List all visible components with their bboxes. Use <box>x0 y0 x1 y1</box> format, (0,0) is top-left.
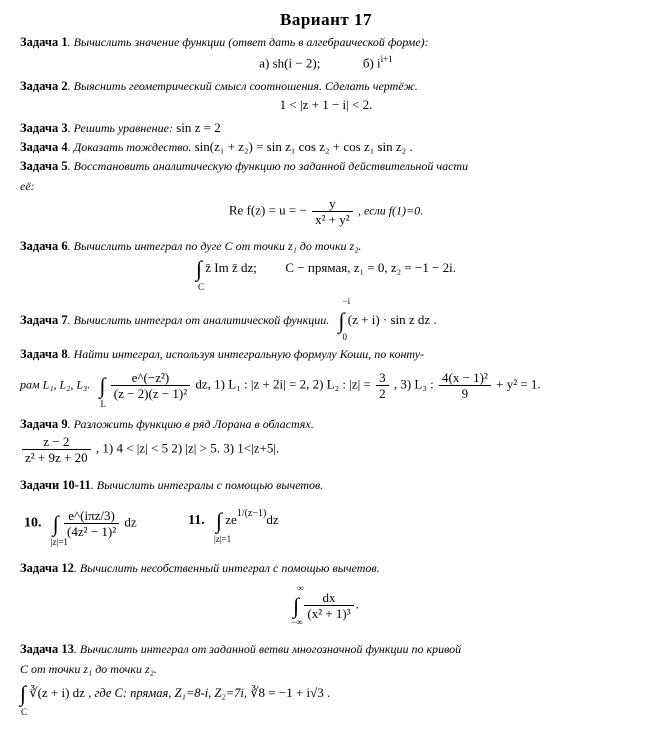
task-9-statement <box>20 416 314 432</box>
task-9-fraction <box>22 434 91 465</box>
task-1-item-b: б) i <box>362 55 381 71</box>
task-12-text: . Вычислить несобственный интеграл с помощью вычетов. <box>73 561 380 575</box>
task-10-fraction <box>64 508 119 539</box>
task-9-denominator: z² + 9z + 20 <box>22 449 91 465</box>
task-2-label: Задача 2 <box>20 79 68 93</box>
task-10-11-label: Задачи 10-11 <box>20 478 91 492</box>
task-10-integral-sign: ∫ <box>52 510 59 536</box>
task-8-radius-num: 3 <box>379 370 386 385</box>
task-7-statement <box>20 296 437 342</box>
task-5-label: Задача 5 <box>20 159 68 173</box>
task-11-body: ze <box>225 512 237 527</box>
task-2-expression: 1 < |z + 1 − i| < 2. <box>279 97 373 112</box>
task-12-formula <box>0 582 652 627</box>
task-7-integral-sign: ∫ <box>338 308 345 333</box>
task-10-11-statement <box>20 477 323 493</box>
task-9-regions: , 1) 4 < |z| < 5 2) |z| > 5. 3) 1<|z+5|. <box>95 440 280 456</box>
task-5-statement-cont <box>20 178 35 194</box>
task-9-text: . Разложить функцию в ряд Лорана в областях. <box>67 417 314 431</box>
task-11-integral-sign: ∫ <box>215 508 223 534</box>
task-12-end: . <box>355 596 359 612</box>
task-4-statement <box>20 139 413 155</box>
task-8-radius-fraction <box>376 370 389 401</box>
task-12-lower-limit: −∞ <box>291 616 303 627</box>
task-4-label: Задача 4 <box>20 140 68 154</box>
task-8-text-2: рам L₁, L₂, L₃. <box>20 377 91 392</box>
task-10-contour: |z|=1 <box>50 536 68 547</box>
task-10-denominator: (4z² − 1)² <box>64 523 119 539</box>
task-6-text: . Вычислить интеграл по дуге C от точки z₁ до точки z₂. <box>67 239 362 253</box>
task-3-text: . Решить уравнение: <box>67 121 173 135</box>
task-8-radius-den: 2 <box>376 385 389 401</box>
task-11-formula <box>188 508 279 545</box>
task-8-ellipse-end: + y² = 1. <box>496 376 541 392</box>
task-13-text-2: C от точки z₁ до точки z₂. <box>20 662 157 676</box>
task-8-fraction <box>111 370 190 401</box>
task-7-text: . Вычислить интеграл от аналитической функции. <box>67 312 330 327</box>
task-13-statement <box>20 641 461 657</box>
task-7-integrand: (z + i) · sin z dz . <box>347 311 437 327</box>
task-7-upper-limit: −i <box>342 296 351 306</box>
task-12-label: Задача 12 <box>20 561 74 575</box>
task-3-statement <box>20 120 221 136</box>
task-10-numerator: e^(iπz/3) <box>68 508 115 523</box>
task-1-item-b-exponent: i+1 <box>380 54 393 64</box>
task-1-items <box>0 54 652 71</box>
task-7-lower-limit: 0 <box>342 332 347 342</box>
task-10-number: 10. <box>24 515 42 531</box>
task-10-formula <box>24 508 137 547</box>
task-11-exponent: 1/(z−1) <box>236 508 267 519</box>
task-11-number: 11. <box>188 513 205 528</box>
task-8-numerator: e^(−z²) <box>131 370 170 385</box>
task-6-condition: C − прямая, z₁ = 0, z₂ = −1 − 2i. <box>285 259 457 275</box>
task-6-formula <box>0 256 652 292</box>
task-5-text: . Восстановить аналитическую функцию по заданной действительной части <box>67 159 469 173</box>
task-13-integrand: ∛(z + i) dz <box>29 684 85 700</box>
task-3-expression: sin z = 2 <box>176 120 221 135</box>
task-10-11-text: . Вычислить интегралы с помощью вычетов. <box>90 478 324 492</box>
task-1-statement <box>20 34 429 50</box>
task-8-statement <box>20 346 424 362</box>
variant-title: Вариант 17 <box>280 10 372 29</box>
task-2-statement <box>20 78 418 94</box>
task-12-integral-sign: ∫ <box>293 592 300 618</box>
task-5-lhs: Re f(z) = u = − <box>228 202 307 218</box>
task-6-contour: C <box>197 282 204 292</box>
task-6-label: Задача 6 <box>20 239 68 253</box>
task-7-label: Задача 7 <box>20 312 68 327</box>
task-6-statement <box>20 238 361 254</box>
task-13-text: . Вычислить интеграл от заданной ветви многозначной функции по кривой <box>73 642 462 656</box>
task-5-statement <box>20 158 468 174</box>
task-8-text: . Найти интеграл, используя интегральную формулу Коши, по конту- <box>67 347 425 361</box>
task-1-label: Задача 1 <box>20 35 68 49</box>
task-8-ellipse-den: 9 <box>439 385 491 401</box>
task-5-formula <box>0 196 652 227</box>
task-8-label: Задача 8 <box>20 347 68 361</box>
task-8-ellipse-fraction <box>439 370 491 401</box>
task-5-numerator: y <box>329 196 336 211</box>
task-2-text: . Выяснить геометрический смысл соотношения. Сделать чертёж. <box>67 79 418 93</box>
task-13-formula <box>20 681 331 717</box>
task-11-contour: |z|=1 <box>213 534 232 545</box>
task-3-label: Задача 3 <box>20 121 68 135</box>
task-13-label: Задача 13 <box>20 642 74 656</box>
task-8-integral-sign: ∫ <box>99 372 106 398</box>
task-9-formula <box>20 434 279 465</box>
task-5-fraction <box>312 196 353 227</box>
task-5-denominator: x² + y² <box>312 211 353 227</box>
task-1-item-a: а) sh(i − 2); <box>259 55 321 71</box>
task-12-numerator: dx <box>322 590 336 605</box>
task-8-contours-1-2: dz, 1) L₁ : |z + 2i| = 2, 2) L₂ : |z| = <box>195 376 371 392</box>
task-5-text-2: её: <box>20 179 35 193</box>
task-13-integral-sign: ∫ <box>20 681 27 706</box>
task-10-dz: dz <box>124 514 137 530</box>
task-6-integral-sign: ∫ <box>195 256 203 281</box>
task-13-condition: , где C: прямая, Z₁=8-i, Z₂=7i, <box>88 685 248 700</box>
task-8-contour: L <box>100 398 106 409</box>
task-12-denominator: (x² + 1)³ <box>304 605 353 621</box>
task-13-contour: C <box>21 707 28 717</box>
task-13-root: ∛8 = −1 + i√3 . <box>250 684 331 700</box>
task-13-statement-cont <box>20 661 157 677</box>
task-8-denominator: (z − 2)(z − 1)² <box>111 385 190 401</box>
task-11-dz: dz <box>266 512 279 527</box>
task-12-upper-limit: ∞ <box>297 582 304 593</box>
task-8-ellipse-num: 4(x − 1)² <box>441 370 488 385</box>
task-12-statement <box>20 560 380 576</box>
task-4-expression: sin(z₁ + z₂) = sin z₁ cos z₂ + cos z₁ sin z₂ . <box>194 139 413 154</box>
task-8-contour-3-label: , 3) L₃ : <box>393 376 434 392</box>
task-9-label: Задача 9 <box>20 417 68 431</box>
task-5-condition: , если f(1)=0. <box>357 203 424 218</box>
task-4-text: . Доказать тождество. <box>67 140 192 154</box>
task-1-text: . Вычислить значение функции (ответ дать в алгебраической форме): <box>67 35 429 49</box>
task-9-numerator: z − 2 <box>43 434 70 449</box>
task-8-formula <box>20 370 541 409</box>
task-6-integrand: z̄ Im z̄ dz; <box>205 259 257 275</box>
task-12-fraction <box>304 590 353 621</box>
